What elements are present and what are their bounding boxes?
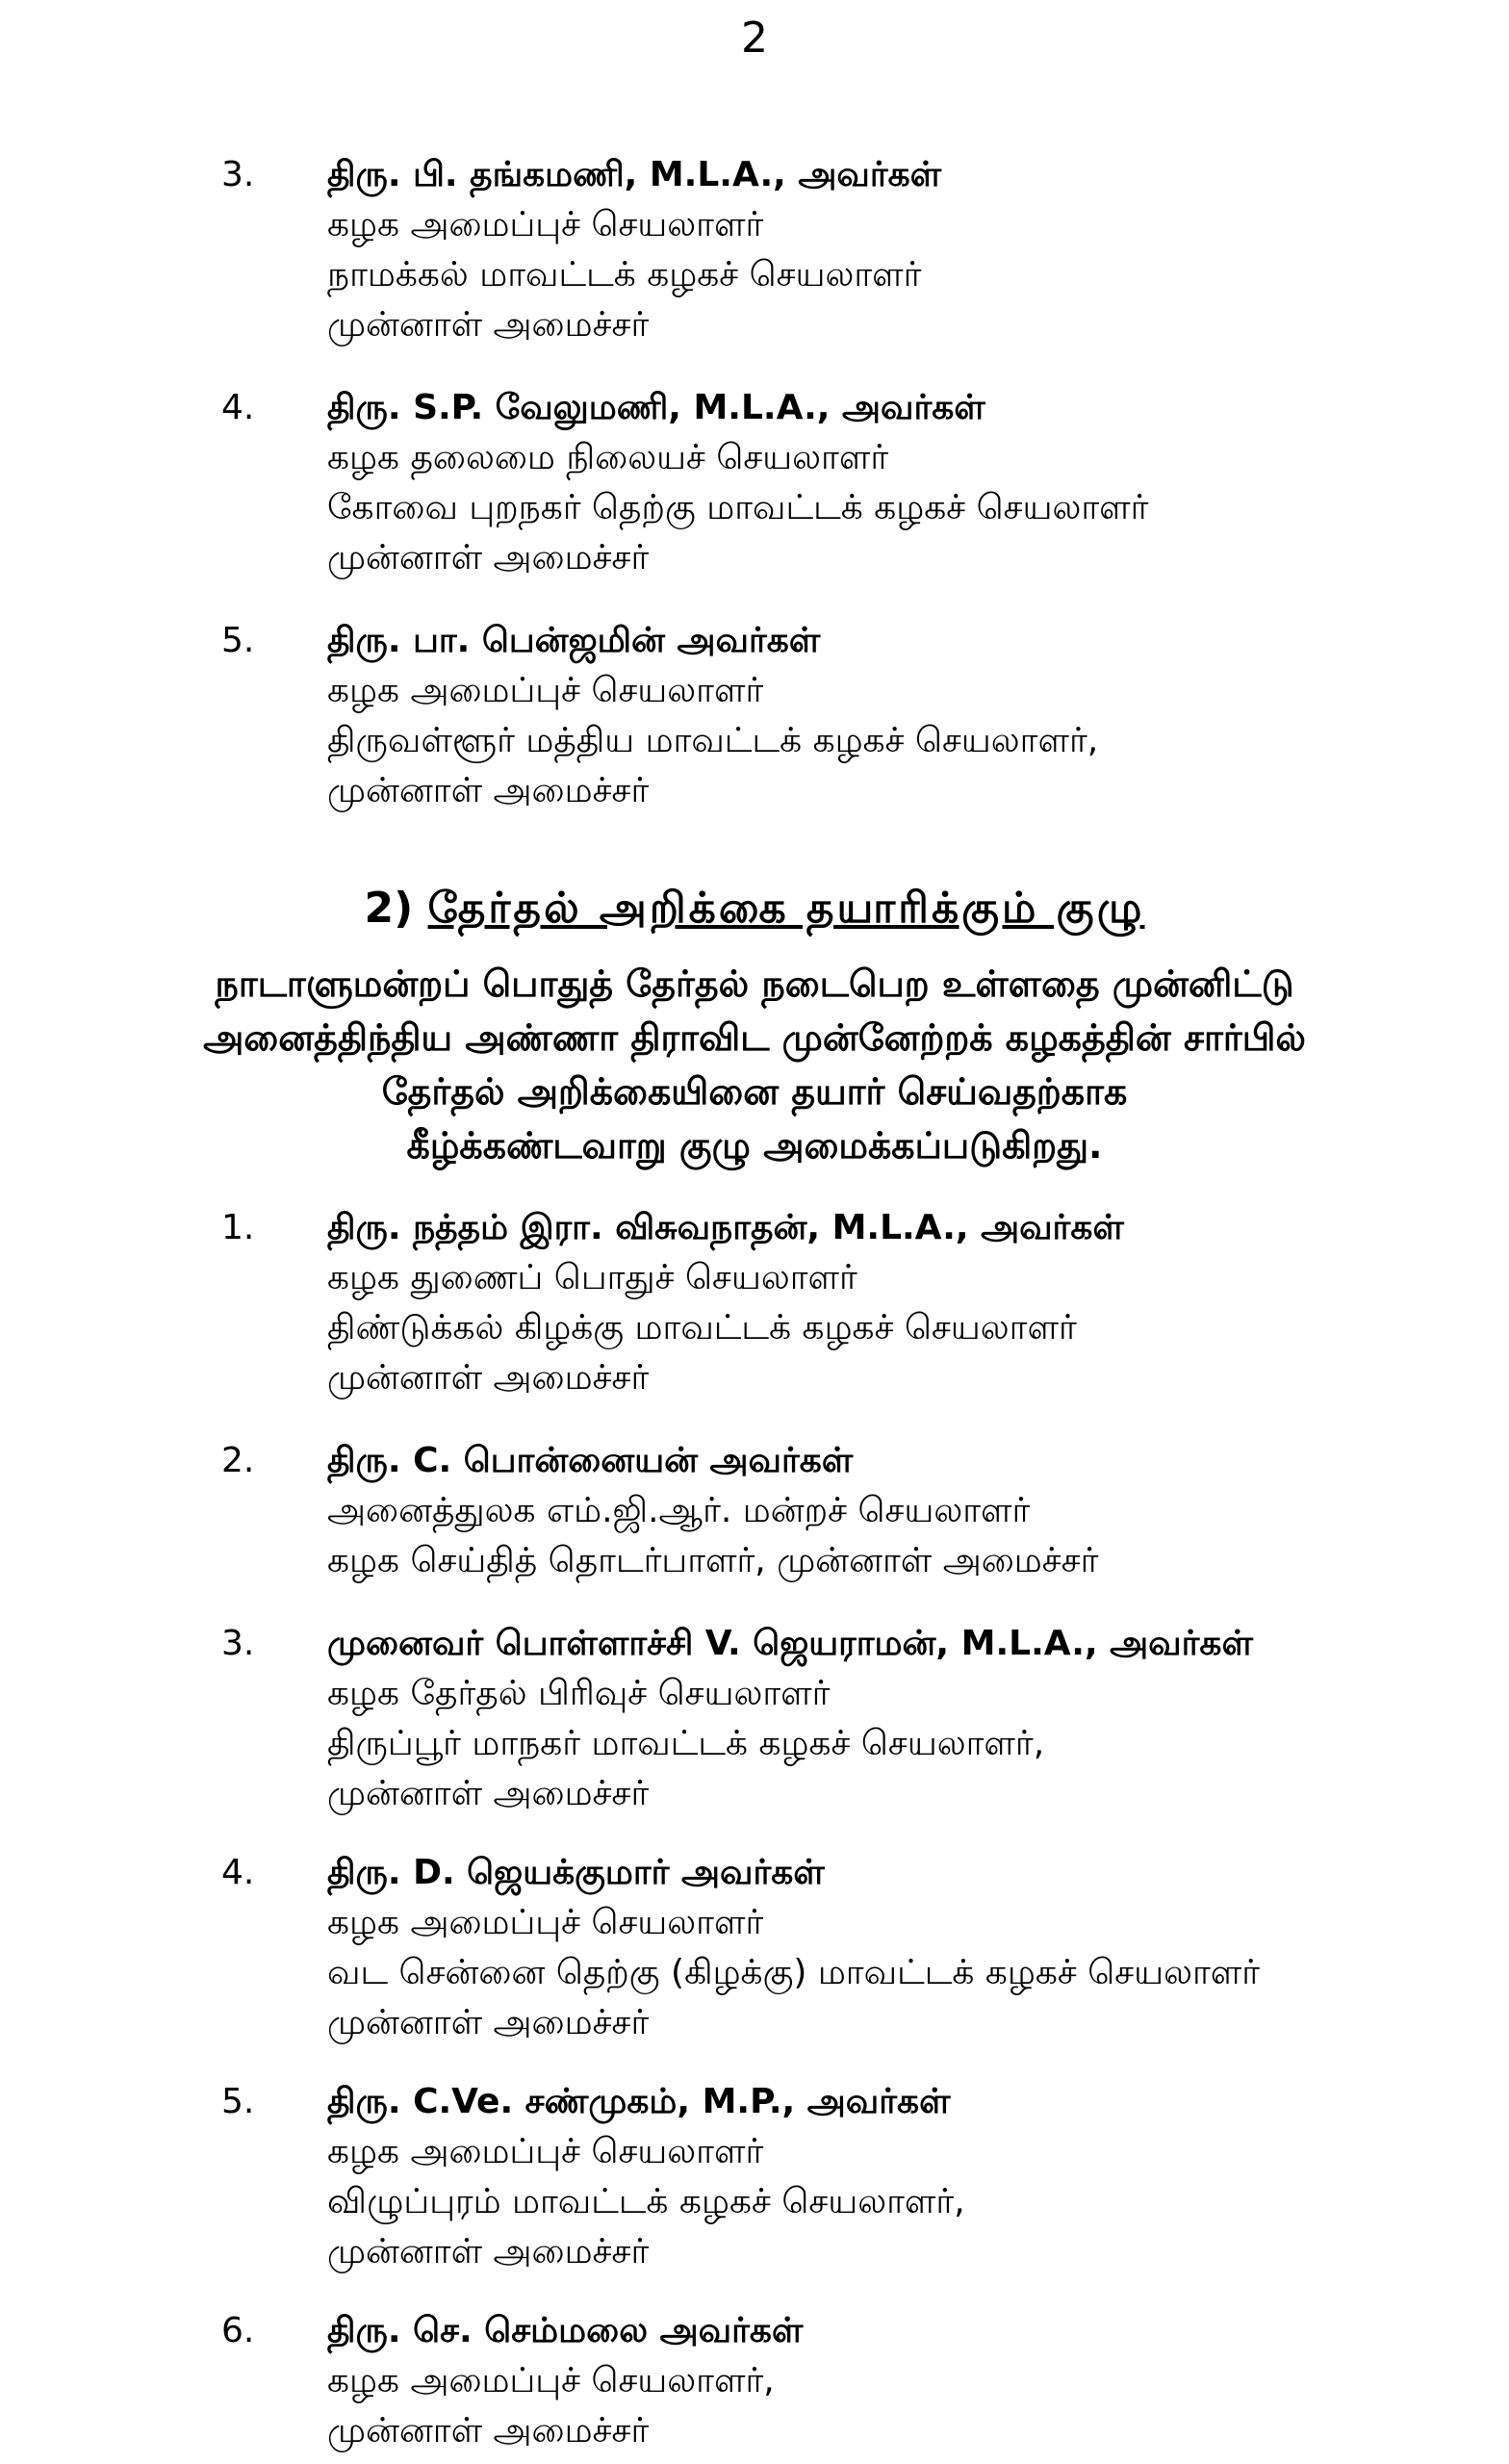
- committee2-member: [221, 1436, 1098, 1586]
- member-role: விழுப்புரம் மாவட்டக் கழகச் செயலாளர்,: [327, 2182, 965, 2221]
- member-role: முன்னாள் அமைச்சர்: [327, 2232, 650, 2272]
- member-role: நாமக்கல் மாவட்டக் கழகச் செயலாளர்: [327, 255, 922, 295]
- member-number: 1.: [221, 1208, 255, 1247]
- member-name: திரு. செ. செம்மலை அவர்கள்: [327, 2311, 804, 2350]
- member-number: 4.: [221, 1853, 255, 1892]
- member-role: முன்னாள் அமைச்சர்: [327, 538, 650, 578]
- member-name: திரு. பி. தங்கமணி, M.L.A., அவர்கள்: [327, 155, 942, 194]
- member-name: திரு. C.Ve. சண்முகம், M.P., அவர்கள்: [327, 2082, 951, 2121]
- member-role: அனைத்துலக எம்.ஜி.ஆர். மன்றச் செயலாளர்: [327, 1491, 1031, 1530]
- member-role: வட சென்னை தெற்கு (கிழக்கு) மாவட்டக் கழகச் செயலாளர்: [327, 1953, 1261, 1992]
- member-role: திருப்பூர் மாநகர் மாவட்டக் கழகச் செயலாளர்,: [327, 1724, 1045, 1763]
- member-name: திரு. பா. பென்ஜமின் அவர்கள்: [327, 621, 821, 660]
- member-role: முன்னாள் அமைச்சர்: [327, 771, 650, 810]
- member-role: கழக அமைப்புச் செயலாளர்: [327, 205, 764, 244]
- member-role: கழக அமைப்புச் செயலாளர்: [327, 1903, 764, 1942]
- member-name: திரு. D. ஜெயக்குமார் அவர்கள்: [327, 1853, 825, 1892]
- member-role: கழக அமைப்புச் செயலாளர்,: [327, 2361, 775, 2400]
- committee1-member: [221, 150, 941, 350]
- committee1-member: [221, 383, 1148, 583]
- member-name: முனைவர் பொள்ளாச்சி V. ஜெயராமன், M.L.A., அவர்கள்: [327, 1624, 1253, 1663]
- member-role: முன்னாள் அமைச்சர்: [327, 2003, 650, 2042]
- member-number: 5.: [221, 621, 255, 660]
- intro-line: தேர்தல் அறிக்கையினை தயார் செய்வதற்காக: [381, 1070, 1128, 1113]
- member-role: முன்னாள் அமைச்சர்: [327, 2411, 650, 2451]
- intro-line: நாடாளுமன்றப் பொதுத் தேர்தல் நடைபெற உள்ளதை முன்னிட்டு: [215, 962, 1294, 1005]
- member-role: முன்னாள் அமைச்சர்: [327, 1358, 650, 1398]
- committee2-member: [221, 2077, 965, 2277]
- member-role: திண்டுக்கல் கிழக்கு மாவட்டக் கழகச் செயலாளர்: [327, 1308, 1077, 1348]
- member-role: கழக தேர்தல் பிரிவுச் செயலாளர்: [327, 1674, 831, 1713]
- member-number: 3.: [221, 155, 255, 194]
- section-title: தேர்தல் அறிக்கை தயாரிக்கும் குழு: [427, 884, 1145, 933]
- section-heading: [0, 884, 1509, 938]
- committee2-member: [221, 2306, 803, 2456]
- member-number: 6.: [221, 2311, 255, 2350]
- member-role: திருவள்ளூர் மத்திய மாவட்டக் கழகச் செயலாளர்,: [327, 721, 1099, 760]
- member-role: கழக துணைப் பொதுச் செயலாளர்: [327, 1258, 857, 1297]
- member-number: 5.: [221, 2082, 255, 2121]
- member-name: திரு. S.P. வேலுமணி, M.L.A., அவர்கள்: [327, 388, 985, 427]
- member-role: கழக அமைப்புச் செயலாளர்: [327, 671, 764, 710]
- committee2-member: [221, 1848, 1260, 2048]
- member-number: 3.: [221, 1624, 255, 1663]
- page-number: 2: [741, 13, 768, 63]
- member-name: திரு. C. பொன்னையன் அவர்கள்: [327, 1441, 854, 1480]
- member-role: முன்னாள் அமைச்சர்: [327, 305, 650, 345]
- member-role: கழக அமைப்புச் செயலாளர்: [327, 2132, 764, 2171]
- intro-line: கீழ்க்கண்டவாறு குழு அமைக்கப்படுகிறது.: [406, 1124, 1103, 1167]
- member-number: 2.: [221, 1441, 255, 1480]
- committee1-member: [221, 616, 1098, 816]
- member-role: கழக தலைமை நிலையச் செயலாளர்: [327, 438, 889, 477]
- committee2-member: [221, 1203, 1124, 1403]
- member-role: கோவை புறநகர் தெற்கு மாவட்டக் கழகச் செயலாளர்: [327, 488, 1149, 527]
- intro-line: அனைத்திந்திய அண்ணா திராவிட முன்னேற்றக் கழகத்தின் சார்பில்: [203, 1016, 1306, 1059]
- member-name: திரு. நத்தம் இரா. விசுவநாதன், M.L.A., அவர்கள்: [327, 1208, 1124, 1247]
- section-intro: [0, 957, 1509, 1172]
- member-number: 4.: [221, 388, 255, 427]
- member-role: கழக செய்தித் தொடர்பாளர், முன்னாள் அமைச்சர்: [327, 1541, 1099, 1580]
- section-number: 2): [364, 884, 414, 933]
- member-role: முன்னாள் அமைச்சர்: [327, 1774, 650, 1813]
- committee2-member: [221, 1619, 1253, 1819]
